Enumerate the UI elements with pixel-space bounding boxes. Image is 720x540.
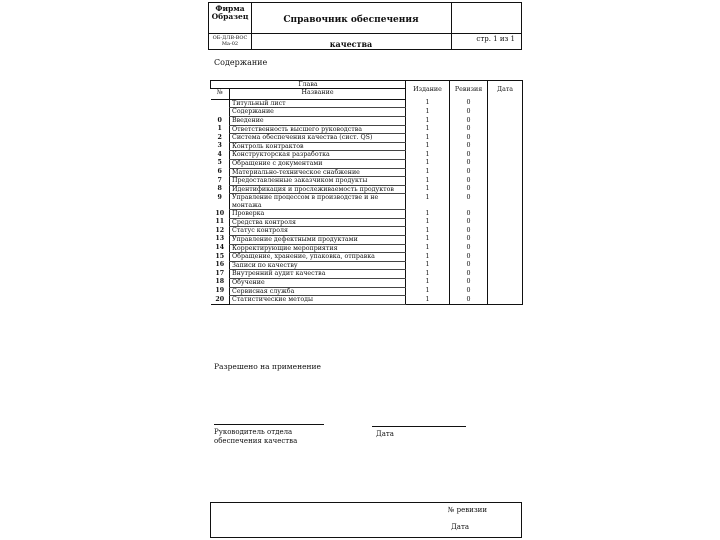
table-row [211,117,523,126]
date-header: Дата [488,81,523,100]
contents-heading: Содержание [214,58,268,67]
page-cell [451,3,521,49]
date-value [488,151,523,160]
revision-value: 0 [450,99,488,108]
edition-value: 1 [406,296,450,305]
date-value [488,194,523,210]
revision-value: 0 [450,235,488,244]
revision-value: 0 [450,270,488,279]
chapter-number: 17 [215,269,225,277]
revision-value: 0 [450,227,488,236]
chapter-name: Предоставленные заказчиком продукты [230,177,406,186]
chapter-name: Записи по качеству [230,261,406,270]
edition-value: 1 [406,134,450,143]
edition-header: Издание [406,81,450,100]
chapter-name: Сервисная служба [230,287,406,296]
table-row [211,278,523,287]
chapter-number: 11 [215,218,225,226]
edition-value: 1 [406,218,450,227]
firm-name [209,5,251,21]
table-row [211,159,523,168]
revision-value: 0 [450,108,488,117]
table-row [211,296,523,305]
signatory-line2: обеспечения качества [214,437,298,445]
chapter-name: Статус контроля [230,227,406,236]
chapter-number [211,108,230,117]
approval-label: Разрешено на применение [214,362,321,371]
name-header: Название [230,89,406,97]
chapter-name: Обращение с документами [230,159,406,168]
table-row [211,125,523,134]
table-row [211,168,523,177]
chapter-number: 16 [215,261,225,269]
date-value [488,287,523,296]
chapter-number: 14 [215,244,225,252]
edition-value: 1 [406,99,450,108]
date-value [488,296,523,305]
table-row [211,177,523,186]
chapter-number: 18 [215,278,225,286]
revision-value: 0 [450,134,488,143]
signatory-line1: Руководитель отдела [214,428,293,436]
table-row [211,194,523,210]
chapter-number: 6 [217,168,222,176]
chapter-number: 19 [215,287,225,294]
revision-value: 0 [450,168,488,177]
firm-line2: Образец [211,12,249,21]
document-page [204,0,522,540]
revision-value: 0 [450,278,488,287]
table-row [211,270,523,279]
revision-value: 0 [450,177,488,186]
revision-value: 0 [450,244,488,253]
header-divider [209,33,251,34]
edition-value: 1 [406,168,450,177]
document-title-line2: качества [329,39,373,49]
contents-table [210,80,523,305]
page-number: стр. 1 из 1 [476,35,515,43]
date-value [488,218,523,227]
table-row [211,287,523,296]
chapter-name: Корректирующие мероприятия [230,244,406,253]
chapter-name: Ответственность высшего руководства [230,125,406,134]
table-row [211,185,523,194]
date-value [488,270,523,279]
revision-value: 0 [450,142,488,151]
date-value [488,185,523,194]
title-divider [251,33,451,34]
edition-value: 1 [406,261,450,270]
chapter-name: Внутренний аудит качества [230,270,406,279]
contents-rows [211,99,523,304]
chapter-name: Статистические методы [230,296,406,305]
chapter-number: 5 [217,159,222,167]
table-row [211,218,523,227]
chapter-name: Управление процессом в производстве и не монтажа [230,194,406,210]
revision-value: 0 [450,253,488,262]
revision-value: 0 [450,210,488,219]
table-row [211,108,523,117]
chapter-name: Материально-техническое снабжение [230,168,406,177]
chapter-name: Содержание [230,108,406,117]
date-value [488,235,523,244]
revision-value: 0 [450,287,488,296]
edition-value: 1 [406,235,450,244]
document-header [208,2,522,50]
chapter-name: Проверка [230,210,406,219]
num-header: № [211,89,230,97]
edition-value: 1 [406,210,450,219]
edition-value: 1 [406,108,450,117]
chapter-number: 12 [215,226,225,234]
date-value [488,177,523,186]
edition-value: 1 [406,194,450,210]
chapter-name: Введение [230,117,406,126]
table-row [211,151,523,160]
chapter-number: 20 [211,296,230,305]
edition-value: 1 [406,159,450,168]
edition-value: 1 [406,227,450,236]
table-row [211,99,523,108]
revision-value: 0 [450,194,488,210]
chapter-number: 9 [217,193,222,201]
date-value [488,261,523,270]
revision-value: 0 [450,296,488,305]
signatory-title [214,428,297,446]
table-row [211,261,523,270]
chapter-number: 3 [217,142,222,150]
chapter-number: 13 [215,235,225,243]
chapter-number [211,99,230,108]
chapter-number: 7 [217,176,222,184]
revision-value: 0 [450,159,488,168]
document-title-line1: Справочник обеспечения [283,15,419,25]
signature-date-label: Дата [376,430,394,438]
table-row [211,210,523,219]
chapter-name: Конструкторская разработка [230,151,406,160]
edition-value: 1 [406,125,450,134]
firm-cell [209,3,252,49]
date-value [488,159,523,168]
chapter-name: Обращение, хранение, упаковка, отправка [230,253,406,262]
date-value [488,253,523,262]
date-value [488,99,523,108]
table-row [211,227,523,236]
signature-line [214,424,324,425]
doc-code [209,35,251,47]
table-row [211,253,523,262]
date-value [488,125,523,134]
edition-value: 1 [406,177,450,186]
revision-value: 0 [450,125,488,134]
edition-value: 1 [406,142,450,151]
table-row [211,134,523,143]
chapter-number: 0 [217,116,222,124]
chapter-number: 2 [217,133,222,141]
edition-value: 1 [406,117,450,126]
table-row [211,142,523,151]
firm-line1: Фирма [215,4,245,13]
date-value [488,278,523,287]
revision-header: Ревизия [450,81,488,100]
revision-value: 0 [450,185,488,194]
chapter-name: Идентификация и прослеживаемость продуктов [230,185,406,194]
date-value [488,108,523,117]
doc-code-line2: Ма-02 [221,41,239,47]
chapter-name: Средства контроля [230,218,406,227]
revision-value: 0 [450,261,488,270]
chapter-name: Управление дефектными продуктами [230,235,406,244]
chapter-header: Глава [211,81,406,89]
date-value [488,168,523,177]
chapter-number: 10 [215,209,225,217]
chapter-name: Система обеспечения качества (сист. QS) [230,134,406,143]
chapter-name: Контроль контрактов [230,142,406,151]
date-value [488,134,523,143]
edition-value: 1 [406,278,450,287]
doc-code-line1: ОБ-ДЛВ-ВОС [212,35,248,41]
table-row [211,235,523,244]
chapter-number: 4 [217,150,222,158]
date-value [488,227,523,236]
table-row [211,244,523,253]
date-value [488,244,523,253]
revision-value: 0 [450,117,488,126]
edition-value: 1 [406,253,450,262]
edition-value: 1 [406,151,450,160]
footer-date-label: Дата [451,523,469,531]
revision-value: 0 [450,151,488,160]
date-value [488,210,523,219]
edition-value: 1 [406,287,450,296]
date-line [372,426,466,427]
title-cell [251,3,452,49]
date-value [488,117,523,126]
edition-value: 1 [406,270,450,279]
edition-value: 1 [406,244,450,253]
edition-value: 1 [406,185,450,194]
chapter-number: 15 [215,252,225,260]
revision-number-label: № ревизии [447,506,487,514]
page-divider [451,33,521,34]
revision-value: 0 [450,218,488,227]
date-value [488,142,523,151]
chapter-name: Титульный лист [230,99,406,108]
chapter-name: Обучение [230,278,406,287]
chapter-number: 1 [217,125,222,133]
revision-footer [210,502,522,538]
chapter-number: 8 [217,185,222,193]
